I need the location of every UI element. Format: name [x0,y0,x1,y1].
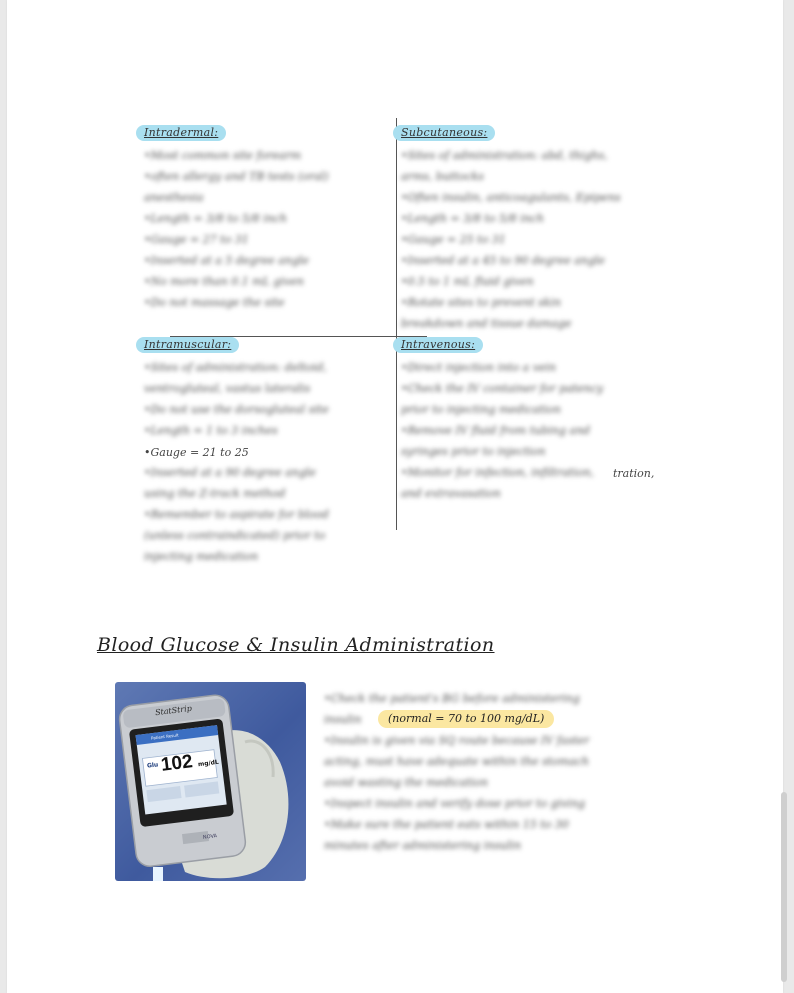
intramuscular-gauge-line: •Gauge = 21 to 25 [144,446,249,459]
intravenous-heading: Intravenous: [393,337,483,353]
note-line: using the Z-track method [144,487,286,500]
device-screen-header: Patient Result [150,732,179,741]
note-line: •No more than 0.1 mL given [144,275,304,288]
note-line: •Do not massage the site [144,296,285,309]
note-line: •0.5 to 1 mL fluid given [401,275,534,288]
subcutaneous-heading: Subcutaneous: [393,125,495,141]
note-line: •Inspect insulin and verify dose prior to giving [324,797,586,810]
quadrant-vertical-divider [396,118,397,530]
note-line: minutes after administering insulin [324,839,522,852]
note-line: •Sites of administration: deltoid, [144,361,327,374]
note-line: injecting medication [144,550,259,563]
note-line: •Gauge = 27 to 31 [144,233,249,246]
note-line: •Remember to aspirate for blood [144,508,329,521]
note-line: •Check the patient's BG before administering [324,692,580,705]
note-line: •Length = 1 to 3 inches [144,424,278,437]
note-line: •Monitor for infection, infiltration, [401,466,595,479]
note-line: acting, must have adequate within the stomach [324,755,589,768]
intravenous-clear-fragment: tration, [613,467,655,480]
note-line: •Make sure the patient eats within 15 to 30 [324,818,569,831]
intramuscular-notes [144,357,329,567]
note-line: insulin [324,713,362,726]
note-line: •Inserted at a 45 to 90 degree angle [401,254,605,267]
note-line: •Length = 3/8 to 5/8 inch [144,212,287,225]
section-title: Blood Glucose & Insulin Administration [97,634,495,656]
note-line: •Remove IV fluid from tubing and [401,424,591,437]
note-line: •Check the IV container for patency [401,382,604,395]
normal-range-highlight: (normal = 70 to 100 mg/dL) [378,710,554,728]
note-line: avoid wasting the medication [324,776,489,789]
note-line: •Often insulin, anticoagulants, Epipens [401,191,621,204]
note-line: •Most common site forearm [144,149,302,162]
note-line: •Inserted at a 90 degree angle [144,466,316,479]
note-line: •Rotate sites to prevent skin [401,296,562,309]
note-line: ventrogluteal, vastus lateralis [144,382,311,395]
note-line: anesthesia [144,191,204,204]
note-line: arms, buttocks [401,170,484,183]
glucometer-photo [115,682,306,881]
vertical-scrollbar[interactable] [781,792,787,982]
note-line: •Length = 3/8 to 5/8 inch [401,212,544,225]
subcutaneous-notes [401,145,621,334]
note-line: breakdown and tissue damage [401,317,572,330]
glucose-unit: mg/dL [197,758,220,769]
note-line: (unless contraindicated) prior to [144,529,326,542]
note-line: •Insulin is given via SQ route because IV faster [324,734,590,747]
intravenous-notes [401,357,603,504]
glucometer-illustration [115,682,306,881]
note-line: •often allergy and TB tests (oral) [144,170,329,183]
intradermal-heading: Intradermal: [136,125,226,141]
note-line: •Do not use the dorsogluteal site [144,403,329,416]
device-brand: StatStrip [154,703,193,718]
intradermal-notes [144,145,329,313]
device-footer-brand: NOVA [202,833,218,841]
note-line: •Direct injection into a vein [401,361,557,374]
glucose-reading: 102 [159,751,194,776]
note-line: prior to injecting medication [401,403,561,416]
note-line: syringes prior to injection [401,445,546,458]
note-line: •Inserted at a 5 degree angle [144,254,309,267]
device-screen-label: Glu [146,761,159,770]
note-line: and extravasation [401,487,501,500]
intramuscular-heading: Intramuscular: [136,337,239,353]
note-line: •Sites of administration: abd, thighs, [401,149,608,162]
note-line: •Gauge = 25 to 31 [401,233,506,246]
